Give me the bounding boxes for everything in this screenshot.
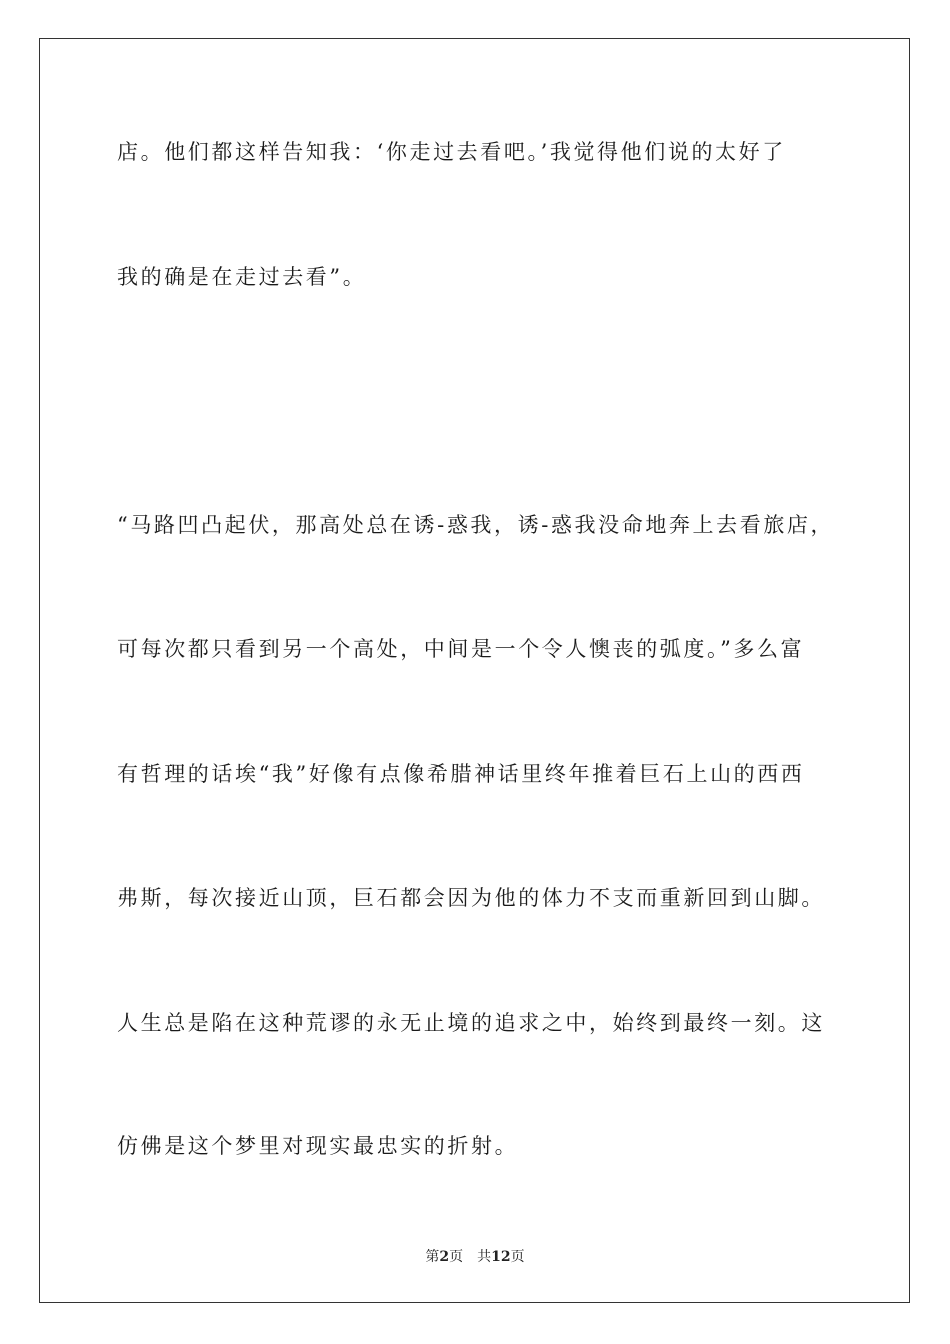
body-line-5: 有哲理的话埃“我”好像有点像希腊神话里终年推着巨石上山的西西 <box>117 762 805 786</box>
body-line-1: 店。他们都这样告知我：‘你走过去看吧。’我觉得他们说的太好了 <box>117 140 786 164</box>
page-footer <box>0 1248 950 1266</box>
body-line-3: “马路凹凸起伏，那高处总在诱-惑我，诱-惑我没命地奔上去看旅店， <box>117 513 835 537</box>
page-prefix: 第 <box>425 1249 440 1265</box>
page-number: 2 <box>439 1249 450 1265</box>
page-border <box>39 38 910 1303</box>
body-line-2: 我的确是在走过去看”。 <box>117 265 367 289</box>
page-suffix: 页 <box>449 1249 464 1265</box>
body-line-4: 可每次都只看到另一个高处，中间是一个令人懊丧的弧度。”多么富 <box>117 637 805 661</box>
body-line-6: 弗斯，每次接近山顶，巨石都会因为他的体力不支而重新回到山脚。 <box>117 886 825 910</box>
body-line-8: 仿佛是这个梦里对现实最忠实的折射。 <box>117 1134 519 1158</box>
total-pages: 12 <box>491 1249 511 1265</box>
total-prefix: 共 <box>477 1249 492 1265</box>
total-suffix: 页 <box>510 1249 525 1265</box>
body-line-7: 人生总是陷在这种荒谬的永无止境的追求之中，始终到最终一刻。这 <box>117 1011 825 1035</box>
